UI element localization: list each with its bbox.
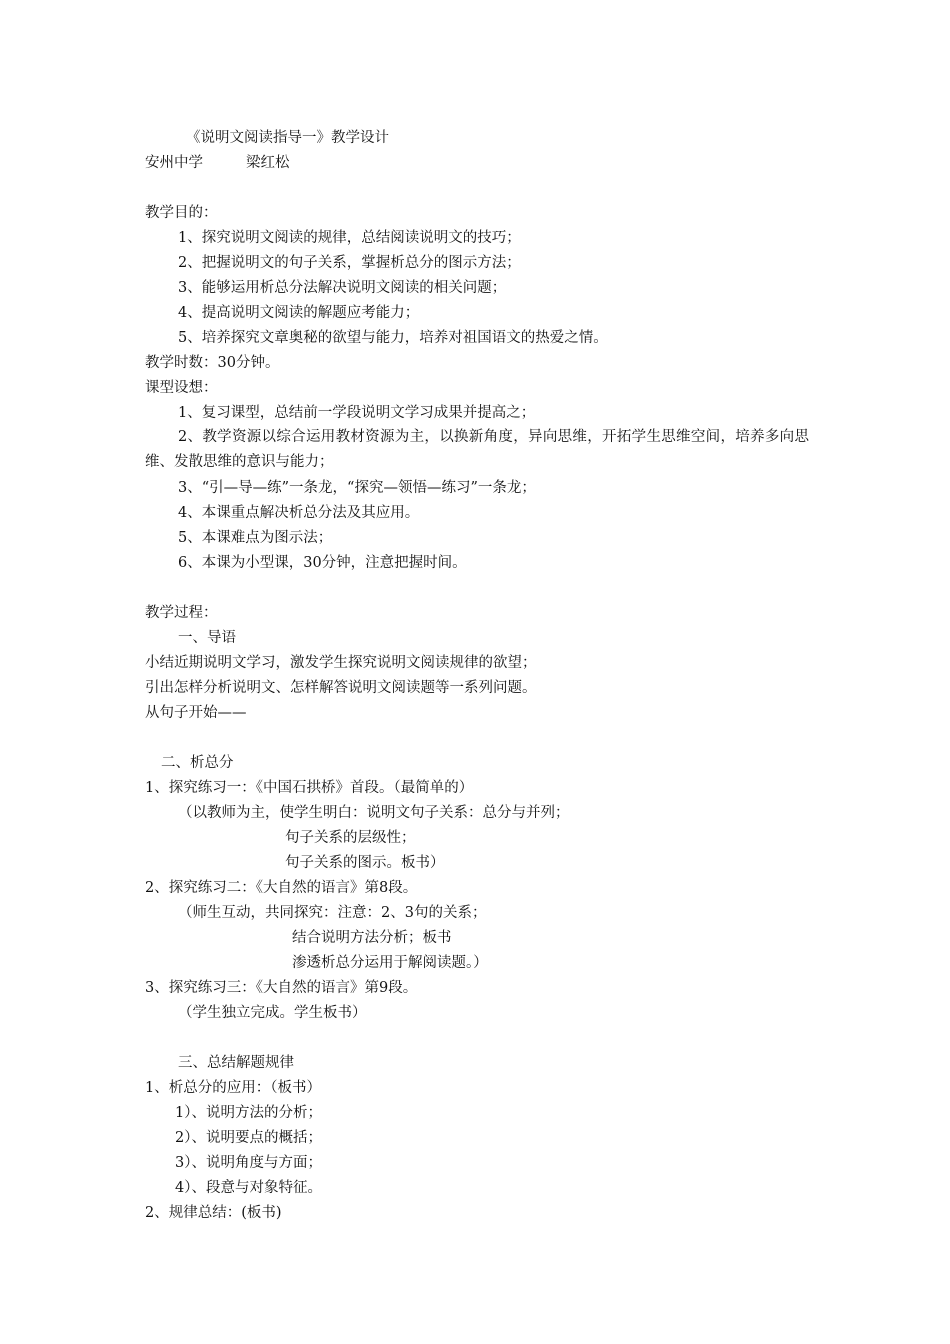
design-item: 4、本课重点解决析总分法及其应用。 xyxy=(178,505,420,521)
exercise-note: 句子关系的层级性； xyxy=(285,830,416,846)
exercise-note: 结合说明方法分析；板书 xyxy=(292,930,452,946)
objectives-heading: 教学目的： xyxy=(145,205,218,221)
application-item: 3）、说明角度与方面； xyxy=(175,1155,322,1171)
section-title: 二、析总分 xyxy=(161,755,234,771)
objective-item: 4、提高说明文阅读的解题应考能力； xyxy=(178,305,420,321)
exercise-title: 2、探究练习二：《大自然的语言》第8段。 xyxy=(145,880,418,896)
exercise-note: （师生互动，共同探究：注意：2、3句的关系； xyxy=(178,905,487,921)
subsection-title: 2、规律总结：(板书) xyxy=(145,1205,282,1221)
intro-line: 引出怎样分析说明文、怎样解答说明文阅读题等一系列问题。 xyxy=(145,680,537,696)
objective-item: 3、能够运用析总分法解决说明文阅读的相关问题； xyxy=(178,280,507,296)
exercise-note: 渗透析总分运用于解阅读题。） xyxy=(292,955,488,971)
design-item: 5、本课难点为图示法； xyxy=(178,530,333,546)
document-title: 《说明文阅读指导一》教学设计 xyxy=(186,130,389,146)
design-item: 2、教学资源以综合运用教材资源为主，以换新角度，异向思维，开拓学生思维空间，培养多向思维、发散思维的意识与能力； xyxy=(145,429,809,470)
exercise-note: （学生独立完成。学生板书） xyxy=(178,1005,367,1021)
author-school: 安州中学 xyxy=(145,155,203,171)
intro-line: 小结近期说明文学习，激发学生探究说明文阅读规律的欲望； xyxy=(145,655,537,671)
process-heading: 教学过程： xyxy=(145,605,218,621)
application-item: 2）、说明要点的概括； xyxy=(175,1130,322,1146)
design-item: 1、复习课型，总结前一学段说明文学习成果并提高之； xyxy=(178,405,536,421)
application-item: 4）、段意与对象特征。 xyxy=(175,1180,322,1196)
design-item: 3、“引—导—练”一条龙，“探究—领悟—练习”一条龙； xyxy=(178,480,536,496)
exercise-title: 3、探究练习三：《大自然的语言》第9段。 xyxy=(145,980,418,996)
class-duration: 教学时数：30分钟。 xyxy=(145,355,280,371)
subsection-title: 1、析总分的应用：（板书） xyxy=(145,1080,321,1096)
objective-item: 1、探究说明文阅读的规律，总结阅读说明文的技巧； xyxy=(178,230,521,246)
exercise-note: 句子关系的图示。板书） xyxy=(285,855,445,871)
design-heading: 课型设想： xyxy=(145,380,218,396)
exercise-title: 1、探究练习一：《中国石拱桥》首段。（最简单的） xyxy=(145,780,474,796)
application-item: 1）、说明方法的分析； xyxy=(175,1105,322,1121)
section-title: 三、总结解题规律 xyxy=(178,1055,294,1071)
section-title: 一、导语 xyxy=(178,630,236,646)
exercise-note: （以教师为主，使学生明白：说明文句子关系：总分与并列； xyxy=(178,805,570,821)
intro-line: 从句子开始—— xyxy=(145,705,247,721)
author-name: 梁红松 xyxy=(246,155,290,171)
objective-item: 2、把握说明文的句子关系，掌握析总分的图示方法； xyxy=(178,255,521,271)
design-item: 6、本课为小型课，30分钟，注意把握时间。 xyxy=(178,555,467,571)
objective-item: 5、培养探究文章奥秘的欲望与能力，培养对祖国语文的热爱之情。 xyxy=(178,330,608,346)
